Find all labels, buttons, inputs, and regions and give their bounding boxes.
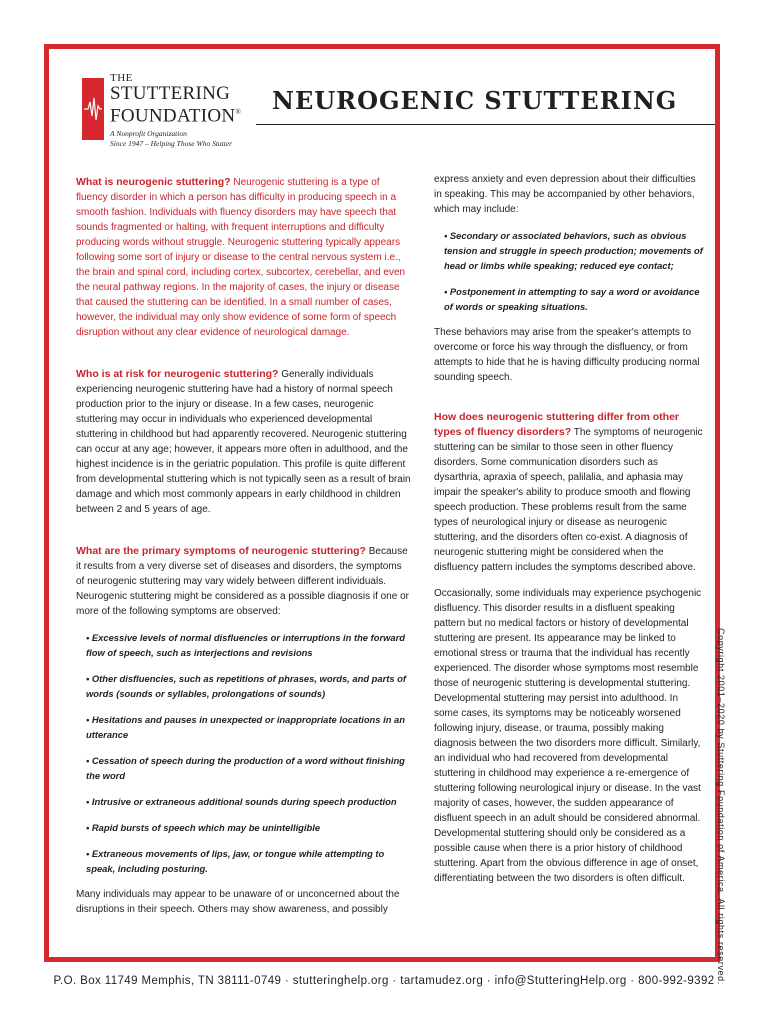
section-heading: What are the primary symptoms of neurogenic stuttering? (76, 545, 366, 557)
speech-wave-icon (82, 78, 104, 140)
section-heading: Who is at risk for neurogenic stuttering? (76, 368, 279, 380)
section-heading: How does neurogenic stuttering differ from other types of fluency disorders? (434, 411, 680, 438)
section-how-differ (434, 410, 704, 575)
page-title: NEUROGENIC STUTTERING (272, 86, 678, 115)
paragraph: Occasionally, some individuals may experience psychogenic disfluency. This disorder results in a disfluent speaking pattern but no medical factors or history of developmental stuttering are present. Its appearance may be linked to emotional stress or trauma that the individual has recently experienced. The disorder whose symptoms most resemble those of neurogenic stuttering is developmental stuttering. Developmental stuttering may persist into adulthood. In some cases, its symptoms may be noticeably worsened following injury, disease, or trauma, possibly making diagnosis between the two disorders more difficult. Similarly, an individual who had recovered from developmental stuttering in childhood may experience a re-emergence of stuttering following neurological injury or disease. In the vast majority of cases, however, the sudden appearance of disfluent speech in an adult should be considered abnormal. Developmental stuttering should only be considered as a possible cause when there is a prior history of childhood stuttering. Apart from the obvious difference in age of onset, differentiating between the two disorders is often difficult. (434, 588, 702, 884)
section-symptoms (76, 544, 412, 619)
logo-name-line1: STUTTERING (110, 83, 231, 104)
logo-tagline-2: Since 1947 – Helping Those Who Stutter (110, 139, 233, 148)
registered-mark: ® (235, 108, 242, 116)
list-item: • Extraneous movements of lips, jaw, or tongue while attempting to speak, including posturing. (86, 848, 385, 874)
section-who-at-risk (76, 367, 412, 517)
left-column (76, 175, 412, 917)
right-column (434, 172, 704, 886)
logo-name-line2 (110, 103, 241, 125)
stuttering-foundation-logo (82, 72, 282, 152)
section-heading: What is neurogenic stuttering? (76, 176, 231, 188)
copyright-notice: Copyright 2001–2020 by Stuttering Foundation of America. All rights reserved. (716, 628, 726, 985)
section-body: The symptoms of neurogenic stuttering can be similar to those seen in other fluency disorders. Some communication disorders such as dysarthria, apraxia of speech, palilalia, and aphasia may impair the speaker's ability to produce smooth and flowing speech production. These problems result from the same types of neurological injury or disease as neurogenic stuttering, and the disorders often co-exist. A diagnosis of neurogenic stuttering might be considered when the disfluency pattern includes the symptoms described above. (434, 427, 703, 573)
section-body: Neurogenic stuttering is a type of fluency disorder in which a person has difficulty in producing speech in a smooth fashion. Individuals with fluency disorders may have speech that sounds fragmented or halting, with frequent interruptions and difficulty producing words without struggle. Neurogenic stuttering typically appears following some sort of injury or disease to the central nervous system i.e., the brain and spinal cord, including cortex, subcortex, cerebellar, and even the neural pathway regions. In the majority of cases, the injury or disease that caused the stuttering can be identified. In a small number of cases, however, the individual may only show evidence of some form of speech disruption without any clear evidence of neurological damage. (76, 177, 406, 338)
list-item: • Postponement in attempting to say a word or avoidance of words or speaking situations. (444, 286, 700, 312)
title-divider (256, 124, 715, 125)
list-item: • Cessation of speech during the production of a word without finishing the word (86, 755, 405, 781)
logo-tagline-1: A Nonprofit Organization (110, 129, 187, 138)
footer-contact: P.O. Box 11749 Memphis, TN 38111-0749 · stutteringhelp.org · tartamudez.org · info@StutteringHelp.org · 800-992-9392 (53, 975, 715, 987)
logo-the: THE (110, 72, 133, 84)
list-item: • Intrusive or extraneous additional sounds during speech production (86, 796, 397, 807)
list-item: • Excessive levels of normal disfluencies or interruptions in the forward flow of speech, such as interjections and revisions (86, 632, 405, 658)
paragraph: express anxiety and even depression about their difficulties in speaking. This may be accompanied by other behaviors, which may include: (434, 174, 696, 215)
section-body: Because it results from a very diverse set of diseases and disorders, the symptoms of neurogenic stuttering may vary widely between different individuals. Neurogenic stuttering might be considered as a possible diagnosis if one or more of the following symptoms are observed: (76, 546, 409, 617)
section-what-is (76, 175, 412, 340)
list-item: • Other disfluencies, such as repetitions of phrases, words, and parts of words (sounds or syllables, prolongations of sounds) (86, 673, 407, 699)
list-item: • Hesitations and pauses in unexpected or inappropriate locations in an utterance (86, 714, 405, 740)
paragraph: These behaviors may arise from the speaker's attempts to overcome or force his way through the disfluency, or from attempts to hide that he is having difficulty producing normal sounding speech. (434, 327, 700, 383)
logo-mark (82, 78, 104, 140)
section-body: Generally individuals experiencing neurogenic stuttering have had a history of normal speech production prior to the injury or disease. In a few cases, neurogenic stuttering may occur in individuals who experienced developmental stuttering in childhood but had apparently recovered. Neurogenic stuttering can occur at any age; however, it appears more often in adulthood, and the highest incidence is in the geriatric population. This profile is quite different from developmental stuttering which is not typically seen as a result of brain damage and which most commonly appears in early childhood in children between 2 and 5 years of age. (76, 369, 411, 515)
list-item: • Secondary or associated behaviors, such as obvious tension and struggle in speech production; movements of head or limbs while speaking; reduced eye contact; (444, 230, 703, 271)
logo-name-line2-text: FOUNDATION (110, 105, 236, 127)
list-item: • Rapid bursts of speech which may be unintelligible (86, 822, 321, 833)
paragraph: Many individuals may appear to be unaware of or unconcerned about the disruptions in their speech. Others may show awareness, and possibly (76, 889, 400, 915)
